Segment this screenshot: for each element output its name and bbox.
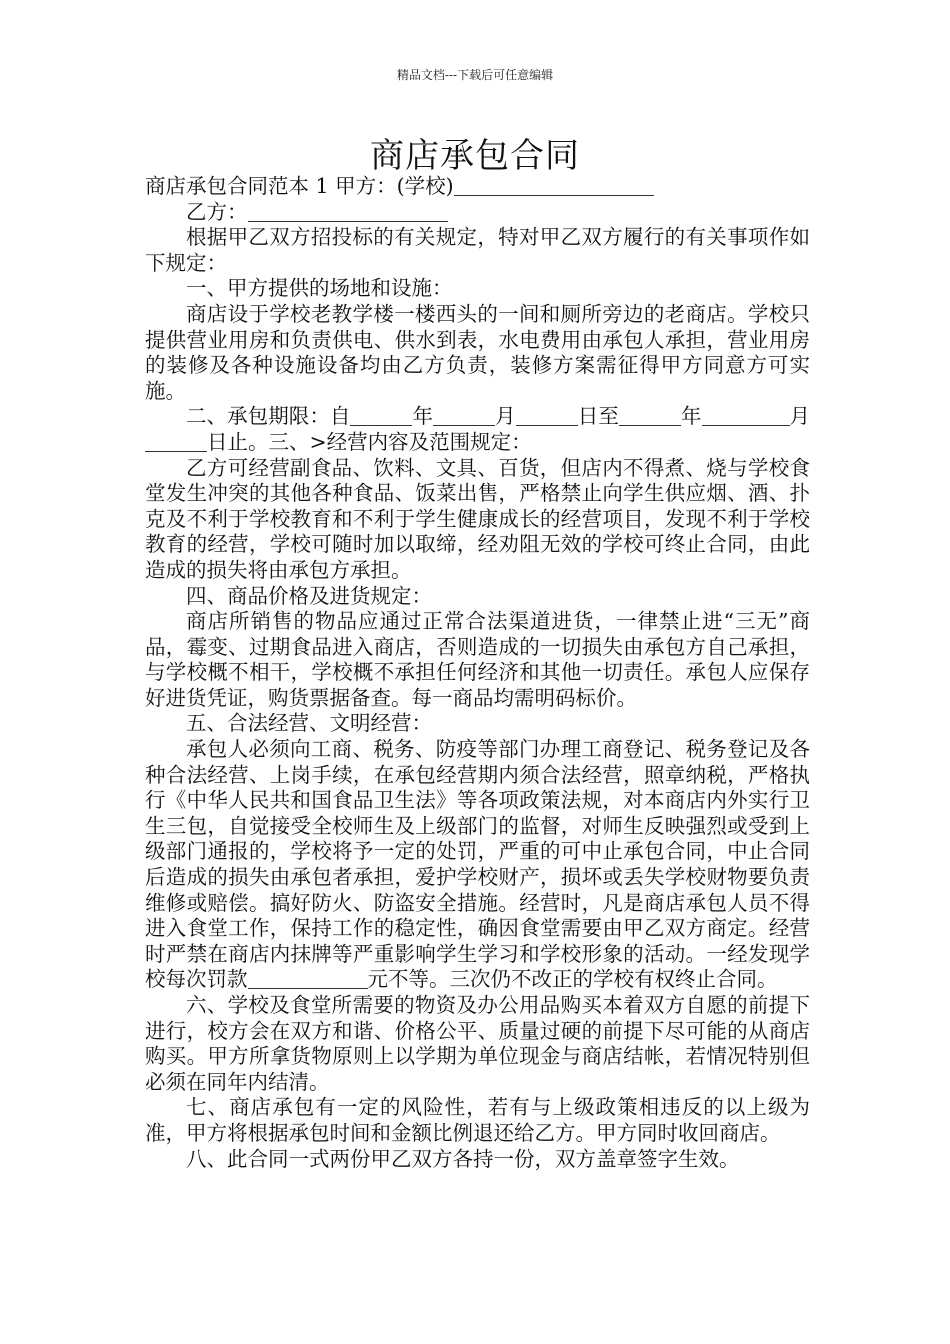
fine-amount-blank [248, 968, 368, 989]
section-3-text: 乙方可经营副食品、饮料、文具、百货，但店内不得煮、烧与学校食堂发生冲突的其他各种食品、饭菜出售，严格禁止向学生供应烟、酒、扑克及不利于学校教育和不利于学生健康成长的经营项目，发现不利于学校教育的经营，学校可随时加以取缔，经劝阻无效的学校可终止合同，由此造成的损失将由承包方承担。 [145, 455, 810, 582]
page-header: 精品文档---下载后可任意编辑 [396, 68, 554, 82]
contract-body [145, 174, 810, 1172]
section-2-heading: 二、承包期限：自 年 月 日至 年 月日止。三、>经营内容及范围规定： [145, 404, 810, 455]
section-8-text: 八、此合同一式两份甲乙双方各持一份，双方盖章签字生效。 [186, 1146, 740, 1171]
section-5-text: 承包人必须向工商、税务、防疫等部门办理工商登记、税务登记及各种合法经营、上岗手续，在承包经营期内须合法经营，照章纳税，严格执行《中华人民共和国食品卫生法》等各项政策法规，对本商店内外实行卫生三包，自觉接受全校师生及上级部门的监督，对师生反映强烈或受到上级部门通报的，学校将予一定的处罚，严重的可中止承包合同，中止合同后造成的损失由承包者承担，爱护学校财产，损坏或丢失学校财物要负责维修或赔偿。搞好防火、防盗安全措施。经营时，凡是商店承包人员不得进入食堂工作，保持工作的稳定性，确因食堂需要由甲乙双方商定。经营时严禁在商店内抹牌等严重影响学生学习和学校形象的活动。一经发现学校每次罚款 元不等。三次仍不改正的学校有权终止合同。 [145, 737, 810, 992]
section-5-heading: 五、合法经营、文明经营： [186, 711, 432, 736]
section-4-text: 商店所销售的物品应通过正常合法渠道进货，一律禁止进“三无”商品，霉变、过期食品进入商店，否则造成的一切损失由承包方自己承担，与学校概不相干，学校概不承担任何经济和其他一切责任。承包人应保存好进货凭证，购货票据备查。每一商品均需明码标价。 [145, 609, 810, 710]
party-a-blank [454, 175, 654, 196]
section-1-heading: 一、甲方提供的场地和设施： [186, 276, 453, 301]
party-a-line: 商店承包合同范本 1 甲方：(学校) [145, 174, 810, 200]
section-7-text: 七、商店承包有一定的风险性，若有与上级政策相违反的以上级为准，甲方将根据承包时间和金额比例退还给乙方。甲方同时收回商店。 [145, 1095, 810, 1145]
intro-paragraph: 根据甲乙双方招投标的有关规定，特对甲乙双方履行的有关事项作如下规定： [145, 225, 810, 275]
document-title: 商店承包合同 [370, 136, 580, 176]
party-b-line: 乙方： [145, 200, 810, 226]
section-6-text: 六、学校及食堂所需要的物资及办公用品购买本着双方自愿的前提下进行，校方会在双方和谐、价格公平、质量过硬的前提下尽可能的从商店购买。甲方所拿货物原则上以学期为单位现金与商店结帐，若情况特别但必须在同年内结清。 [145, 993, 810, 1094]
section-4-heading: 四、商品价格及进货规定： [186, 583, 432, 608]
section-1-text: 商店设于学校老教学楼一楼西头的一间和厕所旁边的老商店。学校只提供营业用房和负责供电、供水到表，水电费用由承包人承担，营业用房的装修及各种设施设备均由乙方负责，装修方案需征得甲方同意方可实施。 [145, 301, 810, 403]
party-b-blank [248, 201, 448, 222]
